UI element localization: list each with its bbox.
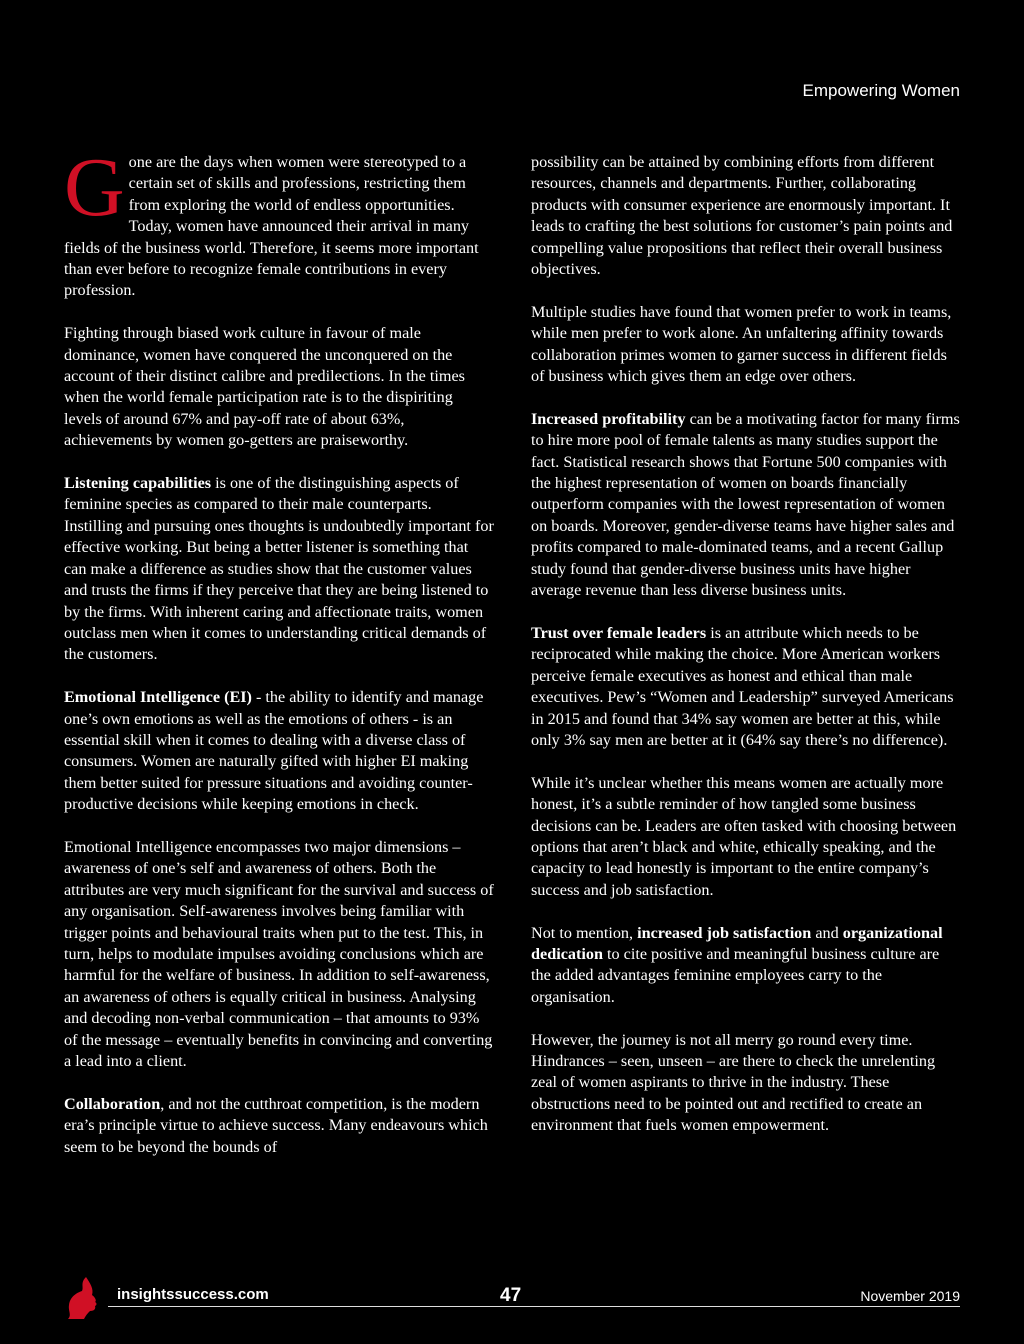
- paragraph-intro: [64, 141, 494, 302]
- paragraph-text: can be a motivating factor for many firms to hire more pool of female talents as many studies support the fact. Statistical research shows that Fortune 500 companies with the highest representation of women on boards financially outperform companies with the lowest representation of women on boards. Moreover, gender-diverse teams have higher sales and profits compared to male-dominated teams, and a recent Gallup study found that gender-diverse business units have higher average revenue than less diverse business units.: [531, 409, 960, 600]
- paragraph: [64, 1094, 494, 1158]
- page-number: 47: [500, 1285, 522, 1306]
- bold-lead: Collaboration: [64, 1094, 161, 1113]
- paragraph: However, the journey is not all merry go round every time. Hindrances – seen, unseen – are there to check the unrelenting zeal of women aspirants to thrive in the industry. These obstructions need to be pointed out and rectified to create an environment that fuels women empowerment.: [531, 1030, 936, 1135]
- bold-lead: Increased profitability: [531, 409, 686, 428]
- section-header: Empowering Women: [802, 81, 960, 100]
- article-column-left: [64, 141, 494, 1179]
- website-link[interactable]: insightssuccess.com: [117, 1286, 269, 1303]
- bold-lead: increased job satisfaction: [637, 923, 812, 942]
- paragraph-text: and: [811, 923, 843, 942]
- issue-date: November 2019: [860, 1288, 960, 1304]
- paragraph-text: - the ability to identify and manage one’s own emotions as well as the emotions of others - is an essential skill when it comes to dealing with a diverse class of consumers. Women are naturally gifted with higher EI making them better suited for pressure situations and avoiding counter-productive decisions while keeping emotions in check.: [64, 688, 484, 814]
- paragraph-text: one are the days when women were stereotyped to a certain set of skills and professions, restricting them from exploring the world of endless opportunities. Today, women have announced their arrival in many fields of the business world. Therefore, it seems more important than ever before to recognize female contributions in every profession.: [64, 153, 479, 300]
- paragraph-text: , and not the cutthroat competition, is the modern era’s principle virtue to achieve success. Many endeavours which seem to be beyond the bounds of: [64, 1094, 488, 1156]
- paragraph: [531, 409, 961, 602]
- paragraph: [64, 473, 494, 666]
- drop-cap: G: [64, 141, 125, 234]
- paragraph-text: to cite positive and meaningful business culture are the added advantages feminine employees carry to the organisation.: [531, 944, 940, 1006]
- paragraph: [64, 687, 494, 815]
- paragraph: Emotional Intelligence encompasses two major dimensions – awareness of one’s self and awareness of others. Both the attributes are very much significant for the survival and success of any organisation. Self-awareness involves being familiar with trigger points and behavioural traits when put to the test. This, in turn, helps to modulate impulses avoiding conclusions which are harmful for the welfare of business. In addition to self-awareness, an awareness of others is equally critical in business. Analysing and decoding non-verbal communication – that amounts to 93% of the message – eventually benefits in convincing and converting a lead into a client.: [64, 837, 494, 1070]
- paragraph-text: is one of the distinguishing aspects of feminine species as compared to their male counterparts. Instilling and pursuing ones thoughts is undoubtedly important for effective working. But being a better listener is something that can make a difference as studies show that the customer values and trusts the firms if they perceive that they are being listened to by the firms. With inherent caring and affectionate traits, women outclass men when it comes to understanding critical demands of the customers.: [64, 474, 494, 664]
- bold-lead: organizational dedication: [531, 923, 943, 963]
- paragraph-text: is an attribute which needs to be reciprocated while making the choice. More American workers perceive female executives as honest and ethical than male executives. Pew’s “Women and Leadership” surveyed Americans in 2015 and found that 34% say women are better at this, while only 3% say men are better at it (64% say there’s no difference).: [531, 623, 954, 749]
- paragraph: [531, 923, 961, 1009]
- bold-lead: Emotional Intelligence (EI): [64, 688, 252, 707]
- footer-divider: [108, 1306, 960, 1307]
- paragraph: possibility can be attained by combining efforts from different resources, channels and departments. Further, collaborating products with consumer experience are enormously important. It leads to crafting the best solutions for customer’s pain points and compelling value propositions that reflect their overall business objectives.: [531, 153, 953, 279]
- paragraph-text: Not to mention,: [531, 923, 638, 942]
- bold-lead: Trust over female leaders: [531, 623, 707, 642]
- paragraph: [531, 623, 961, 751]
- paragraph: Multiple studies have found that women prefer to work in teams, while men prefer to work alone. An unfaltering affinity towards collaboration primes women to garner success in different fields of business which gives them an edge over others.: [531, 302, 952, 386]
- red-head-silhouette-icon: [64, 1275, 100, 1326]
- paragraph: Fighting through biased work culture in favour of male dominance, women have conquered the unconquered on the account of their distinct calibre and predilections. In the times when the world female participation rate is to the dispiriting levels of around 67% and pay-off rate of about 63%, achievements by women go-getters are praiseworthy.: [64, 324, 465, 450]
- bold-lead: Listening capabilities: [64, 474, 212, 493]
- paragraph: While it’s unclear whether this means women are actually more honest, it’s a subtle reminder of how tangled some business decisions can be. Leaders are often tasked with choosing between options that aren’t black and white, ethically speaking, and the capacity to lead honestly is important to the entire company’s success and job satisfaction.: [531, 773, 957, 899]
- article-column-right: [531, 152, 961, 1158]
